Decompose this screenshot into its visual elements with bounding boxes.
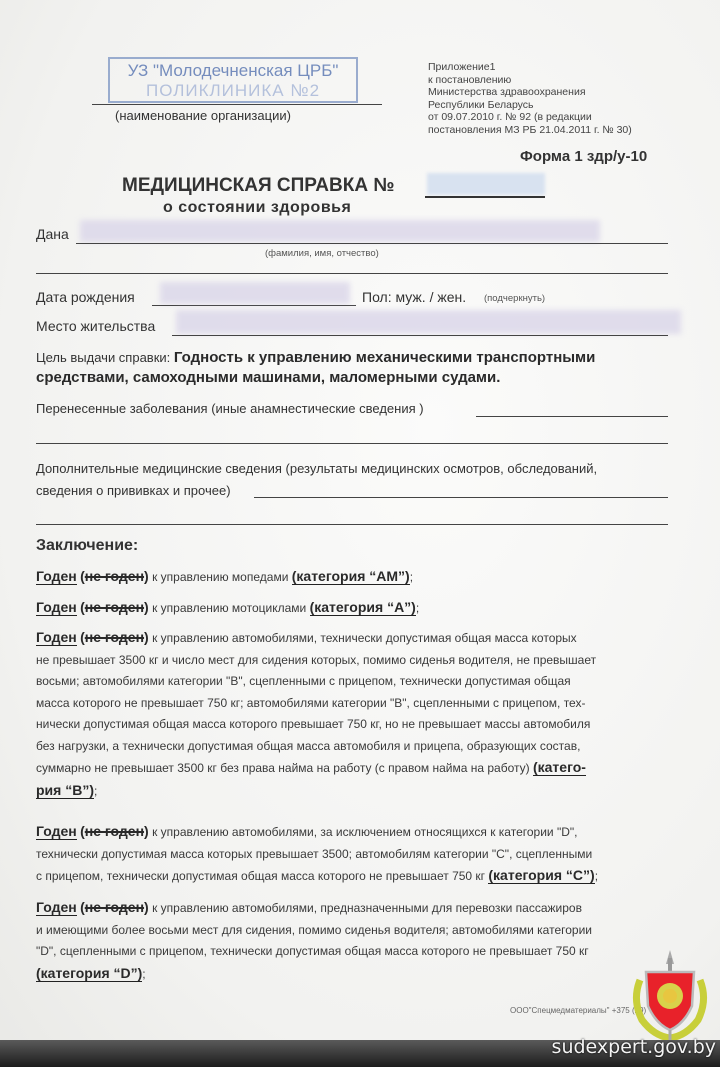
category-c: (категория “С”) xyxy=(488,867,595,883)
residence-line xyxy=(172,335,668,336)
fit-mark: Годен xyxy=(36,899,77,915)
organization-line xyxy=(92,104,382,105)
certificate-number-redacted xyxy=(427,173,545,195)
appendix-line: постановления МЗ РБ 21.04.2011 г. № 30) xyxy=(428,123,632,136)
organization-caption: (наименование организации) xyxy=(115,108,291,123)
document-subtitle: о состоянии здоровья xyxy=(163,199,352,216)
conclusion-item-a: Годен (не годен) к управлению мотоциклами (категория “А”); xyxy=(36,599,420,615)
organization-stamp xyxy=(108,57,358,103)
appendix-line: к постановлению xyxy=(428,73,512,86)
past-diseases-line-2 xyxy=(36,443,668,444)
fit-mark: Годен xyxy=(36,823,77,839)
printer-footer: ООО"Спецмедматериалы" +375 (29) xyxy=(510,1006,647,1015)
unfit-struck: не годен xyxy=(84,823,145,839)
sex-label: Пол: муж. / жен. xyxy=(362,289,467,305)
appendix-line: Министерства здравоохранения xyxy=(428,86,586,99)
stamp-line-2: ПОЛИКЛИНИКА №2 xyxy=(145,81,321,100)
issued-to-label: Дана xyxy=(36,226,69,242)
issued-to-line xyxy=(76,243,668,244)
past-diseases-line xyxy=(476,416,668,417)
category-am: (категория “АМ”) xyxy=(291,568,410,584)
purpose-block xyxy=(36,348,686,388)
purpose-value: Годность к управлению механическими транспортными средствами, самоходными машинами, маломерными судами. xyxy=(36,349,596,386)
appendix-line: от 09.07.2010 г. № 92 (в редакции xyxy=(428,111,592,124)
residence-redacted xyxy=(176,310,681,334)
past-diseases-label: Перенесенные заболевания (иные анамнестические сведения ) xyxy=(36,401,424,416)
unfit-struck: не годен xyxy=(84,568,145,584)
sex-hint: (подчеркнуть) xyxy=(484,293,546,304)
conclusion-item-d: Годен (не годен) к управлению автомобилями, предназначенными для перевозки пассажиров и имеющими более восьми мест для сидения, помимо сиденья водителя; автомобилями категории "D", сцепленными с прицепом, технически допустимая общая масса которого не превышает 750 кг (категория “D”); xyxy=(36,899,592,981)
appendix-line: Республики Беларусь xyxy=(428,98,534,111)
issued-to-line-2 xyxy=(36,273,668,274)
category-b-part2: рия “В”) xyxy=(36,781,94,798)
additional-info-line-2 xyxy=(36,524,668,525)
unfit-struck: не годен xyxy=(84,599,145,615)
unfit-struck: не годен xyxy=(84,899,145,915)
additional-info-line xyxy=(254,497,668,498)
additional-info-label-2: сведения о прививках и прочее) xyxy=(36,483,231,498)
conclusion-item-b: Годен (не годен) к управлению автомобилями, технически допустимая общая масса которых не превышает 3500 кг и число мест для сидения которых, помимо сиденья водителя, не превышает восьми; автомобилями категории "В", сцепленными с прицепом, технически допустимая общая масса которого не превышает 750 кг; автомобилями категории "В", сцепленными с прицепом, тех- нически допустимая общая масса которого превышает 750 кг, но не превышает массы автомобиля без нагрузки, а технически допустимая общая масса автомобиля и прицепа, образующих состав, суммарно не превышает 3500 кг без права найма на работу (с правом найма на работу) (катего- рия “В”); xyxy=(36,629,597,798)
conclusion-heading: Заключение: xyxy=(36,537,139,554)
unfit-struck: не годен xyxy=(84,629,145,645)
category-d: (категория “D”) xyxy=(36,964,143,981)
appendix-note xyxy=(428,61,688,137)
appendix-line: Приложение1 xyxy=(428,61,496,73)
fit-mark: Годен xyxy=(36,629,77,645)
fit-mark: Годен xyxy=(36,568,77,584)
birth-date-line xyxy=(152,305,356,306)
item-text: к управлению мотоциклами xyxy=(152,601,307,615)
conclusion-item-c: Годен (не годен) к управлению автомобилями, за исключением относящихся к категории "D", технически допустимая масса которых превышает 3500; автомобилям категории "С", сцепленными с прицепом, технически допустимая общая масса которого не превышает 750 кг (категория “С”); xyxy=(36,823,599,883)
stamp-line-1: УЗ "Молодечненская ЦРБ" xyxy=(127,61,339,80)
certificate-number-line xyxy=(425,196,545,198)
issued-to-caption: (фамилия, имя, отчество) xyxy=(265,248,379,259)
item-text: к управлению мопедами xyxy=(152,570,289,584)
issued-to-redacted xyxy=(80,220,600,242)
forensic-emblem-icon xyxy=(628,950,712,1042)
category-b-part1: (катего- xyxy=(532,759,586,775)
form-number: Форма 1 здр/у-10 xyxy=(520,148,648,165)
additional-info-label-1: Дополнительные медицинские сведения (результаты медицинских осмотров, обследований, xyxy=(36,461,598,476)
birth-date-label: Дата рождения xyxy=(36,289,135,305)
residence-label: Место жительства xyxy=(36,318,156,334)
document-title: МЕДИЦИНСКАЯ СПРАВКА № xyxy=(122,175,395,196)
category-a: (категория “А”) xyxy=(309,599,416,615)
fit-mark: Годен xyxy=(36,599,77,615)
watermark-text: sudexpert.gov.by xyxy=(551,1036,716,1058)
birth-date-redacted xyxy=(160,282,350,304)
conclusion-item-am: Годен (не годен) к управлению мопедами (категория “АМ”); xyxy=(36,568,414,584)
purpose-label: Цель выдачи справки: xyxy=(36,350,171,365)
